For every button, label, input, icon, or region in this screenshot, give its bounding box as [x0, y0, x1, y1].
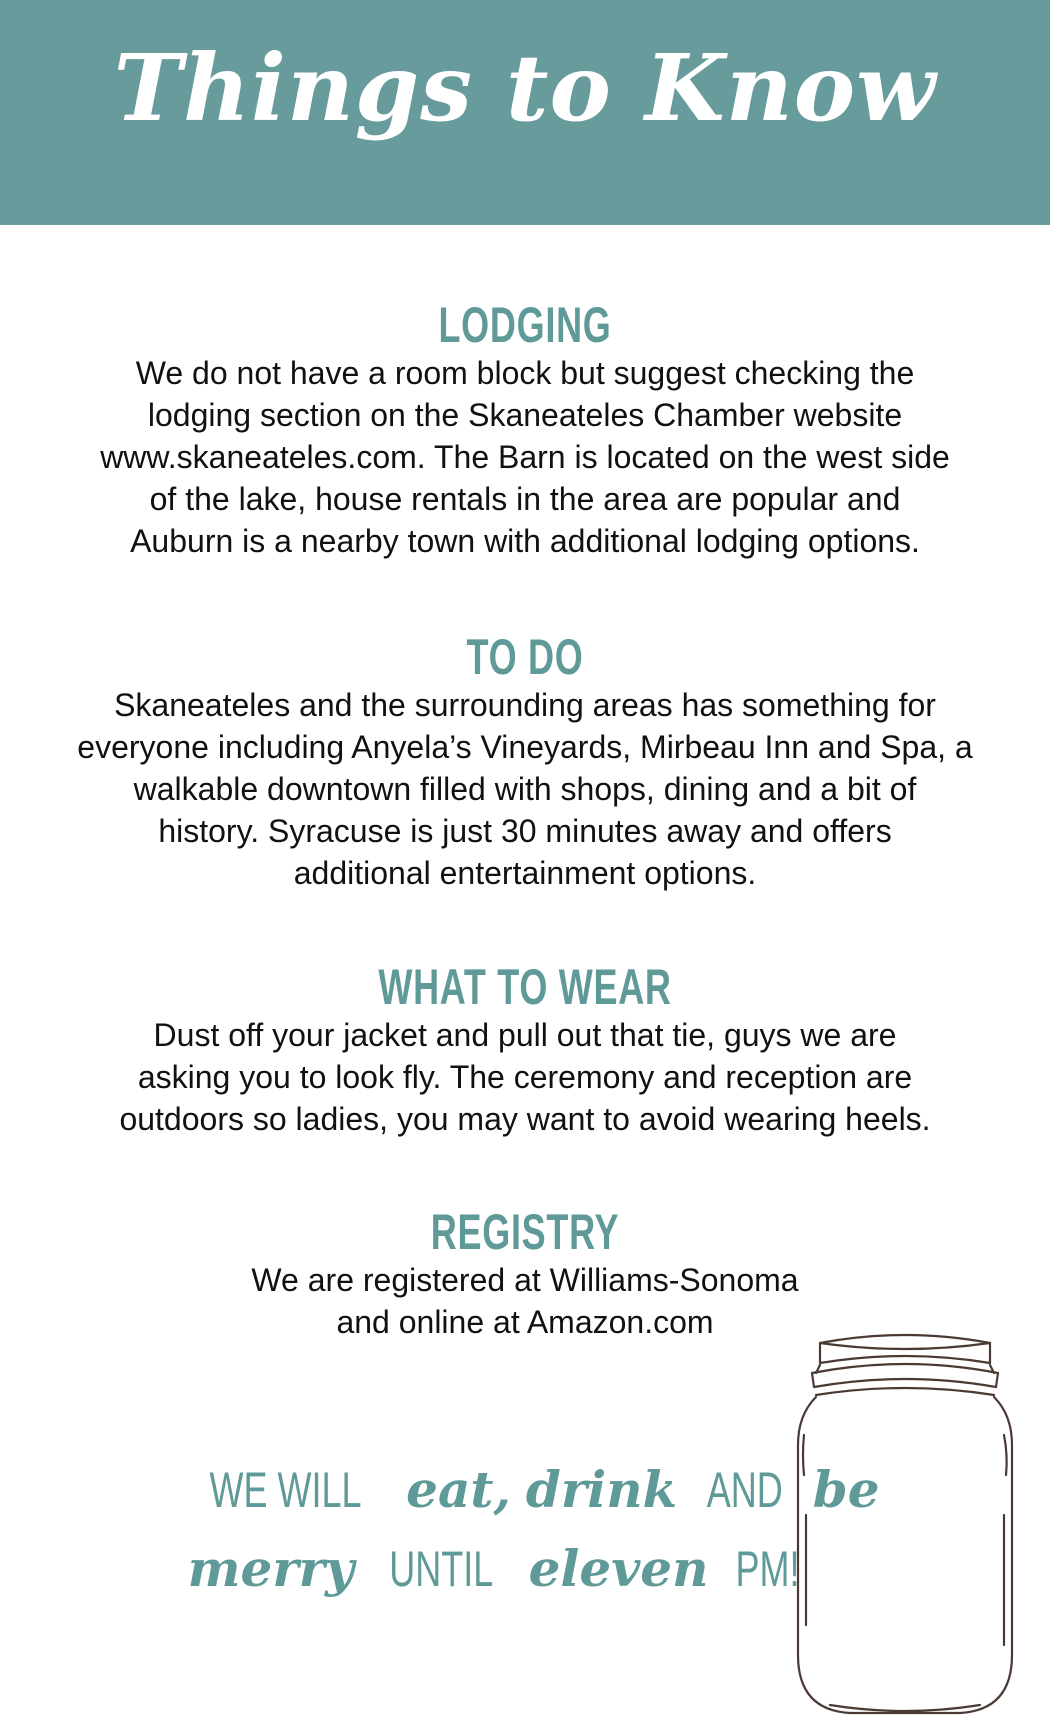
- title-banner: [0, 0, 1050, 225]
- body-line: additional entertainment options.: [293, 855, 757, 891]
- body-line: asking you to look fly. The ceremony and reception are: [137, 1059, 913, 1095]
- closing-line-2: [180, 1529, 820, 1608]
- mason-jar-icon: [790, 1325, 1020, 1720]
- closing-line-1: [180, 1450, 880, 1529]
- body-line: Dust off your jacket and pull out that tie, guys we are: [153, 1017, 897, 1053]
- body-line: walkable downtown filled with shops, dining and a bit of: [133, 771, 917, 807]
- section-heading: REGISTRY: [430, 1204, 620, 1260]
- closing-word: merry: [187, 1539, 355, 1598]
- closing-word: drink: [525, 1460, 678, 1519]
- closing-word: PM!: [735, 1541, 800, 1597]
- body-line: everyone including Anyela’s Vineyards, Mirbeau Inn and Spa, a: [77, 729, 973, 765]
- section-lodging: [0, 298, 1050, 562]
- body-line: www.skaneateles.com. The Barn is located on the west side: [100, 439, 950, 475]
- section-heading: LODGING: [438, 297, 612, 353]
- section-heading: WHAT TO WEAR: [378, 959, 672, 1015]
- section-body: [55, 352, 995, 562]
- section-registry: [0, 1205, 1050, 1343]
- body-line: lodging section on the Skaneateles Chamber website: [147, 397, 903, 433]
- closing-word: AND: [706, 1462, 784, 1518]
- body-line: We do not have a room block but suggest checking the: [135, 355, 915, 391]
- body-line: Auburn is a nearby town with additional lodging options.: [130, 523, 920, 559]
- closing-word: be: [812, 1460, 880, 1519]
- closing-word: UNTIL: [389, 1541, 494, 1597]
- closing-word: eleven: [528, 1539, 709, 1598]
- body-line: outdoors so ladies, you may want to avoid wearing heels.: [119, 1101, 931, 1137]
- section-body: [55, 684, 995, 894]
- section-to-do: [0, 630, 1050, 894]
- body-line: of the lake, house rentals in the area are popular and: [149, 481, 901, 517]
- section-what-to-wear: [0, 960, 1050, 1140]
- closing-word: eat,: [406, 1460, 511, 1519]
- body-line: and online at Amazon.com: [336, 1304, 714, 1340]
- body-line: We are registered at Williams-Sonoma: [251, 1262, 799, 1298]
- closing-word: WE WILL: [209, 1462, 362, 1518]
- section-body: [55, 1014, 995, 1140]
- body-line: Skaneateles and the surrounding areas has something for: [114, 687, 936, 723]
- closing-message: [180, 1450, 880, 1608]
- body-line: history. Syracuse is just 30 minutes away and offers: [158, 813, 892, 849]
- page-title: Things to Know: [113, 33, 937, 142]
- section-heading: TO DO: [466, 629, 584, 685]
